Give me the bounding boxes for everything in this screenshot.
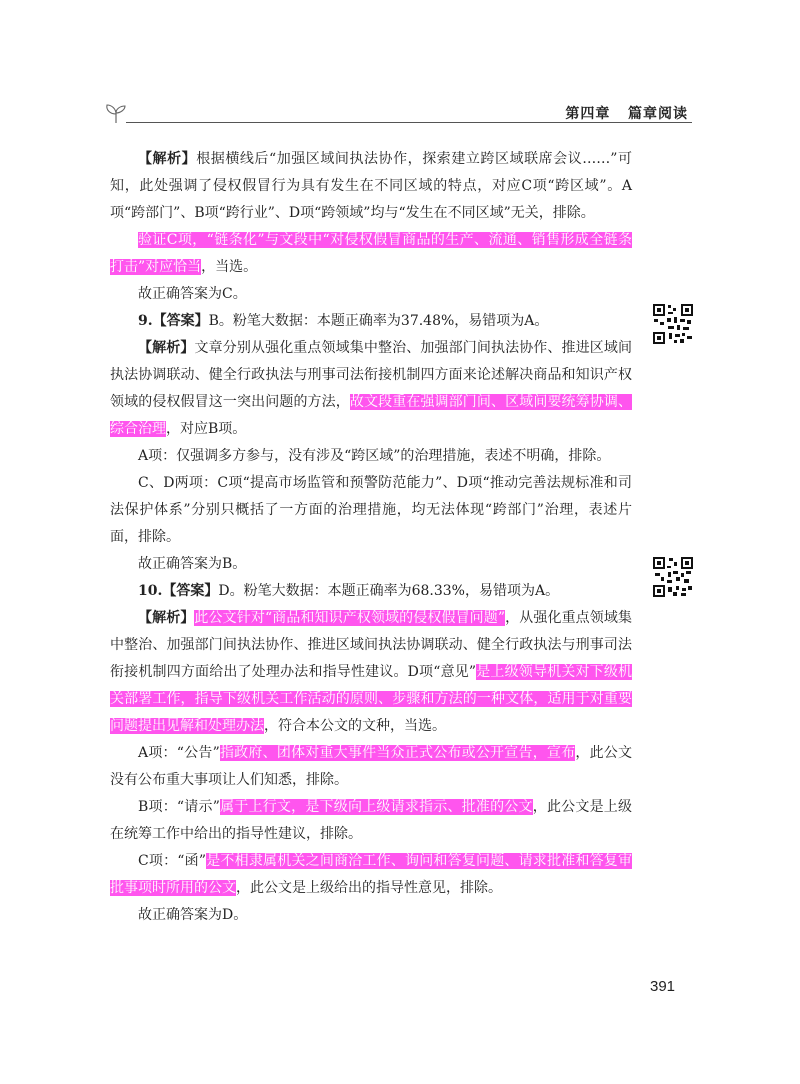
highlighted-text: 是上级领导机关对下级机关部署工作，指导下级机关工作活动的原则、步骤和方法的一种文体，适用于对重要问题提出见解和处理办法	[110, 664, 632, 734]
qr-code-icon[interactable]	[652, 556, 694, 598]
sprout-icon	[104, 102, 128, 124]
paragraph	[110, 848, 632, 902]
text-run: 故正确答案为B。	[138, 556, 247, 572]
text-run: ，当选。	[201, 259, 258, 275]
text-run: ，符合本公文的文种，当选。	[264, 718, 446, 734]
qr-code-icon[interactable]	[652, 303, 694, 345]
paragraph	[110, 443, 632, 470]
text-run: A项：仅强调多方参与，没有涉及“跨区域”的治理措施，表述不明确，排除。	[138, 448, 611, 464]
section-label: 【解析】	[138, 610, 195, 626]
paragraph	[110, 551, 632, 578]
text-run: D。粉笔大数据：本题正确率为68.33%，易错项为A。	[218, 583, 560, 599]
chapter-name: 篇章阅读	[628, 106, 688, 122]
text-run: B。粉笔大数据：本题正确率为37.48%，易错项为A。	[208, 313, 549, 329]
text-run: ，对应B项。	[166, 421, 247, 437]
chapter-title	[565, 103, 688, 123]
running-header	[104, 98, 692, 126]
paragraph	[110, 902, 632, 929]
text-run: 文章分别从强化重点领域集中整治、加强部门间执法协作、推进区域间执法协调联动、健全行政执法与刑事司法衔接机制四方面来论述解决商品和知识产权领域的侵权假冒这一突出问题的方法，	[110, 340, 633, 410]
text-run: ，此公文没有公布重大事项让人们知悉，排除。	[110, 745, 633, 788]
paragraph	[110, 281, 632, 308]
paragraph	[110, 146, 632, 227]
highlighted-text: 指政府、团体对重大事件当众正式公布或公开宣告，宣布	[219, 745, 576, 761]
highlighted-text: 验证C项，“链条化”与文段中“对侵权假冒商品的生产、流通、销售形成全链条打击”对应恰当	[110, 232, 632, 275]
chapter-label: 第四章	[565, 106, 611, 122]
text-run: B项：“请示”	[138, 799, 220, 815]
paragraph	[110, 308, 632, 335]
highlighted-text: 属于上行文，是下级向上级请求指示、批准的公文	[219, 799, 533, 815]
answer-explanations	[110, 146, 632, 929]
page-number: 391	[650, 978, 676, 995]
paragraph	[110, 578, 632, 605]
paragraph	[110, 794, 632, 848]
section-label: 【解析】	[138, 151, 197, 167]
text-run: ，此公文是上级给出的指导性意见，排除。	[236, 880, 502, 896]
section-label: 10.【答案】	[138, 583, 219, 599]
text-run: 故正确答案为D。	[138, 907, 248, 923]
text-run: C项：“函”	[138, 853, 207, 869]
highlighted-text: 是不相隶属机关之间商洽工作、询问和答复问题、请求批准和答复审批事项时所用的公文	[110, 853, 633, 896]
paragraph	[110, 470, 632, 551]
paragraph	[110, 227, 632, 281]
text-run: A项：“公告”	[138, 745, 220, 761]
highlighted-text: 故文段重在强调部门间、区域间要统筹协调、综合治理	[110, 394, 633, 437]
text-run: C、D两项：C项“提高市场监管和预警防范能力”、D项“推动完善法规标准和司法保护体系”分别只概括了一方面的治理措施，均无法体现“跨部门”治理，表述片面，排除。	[110, 475, 632, 545]
paragraph	[110, 605, 632, 740]
paragraph	[110, 740, 632, 794]
text-run: 根据横线后“加强区域间执法协作，探索建立跨区域联席会议……”可知，此处强调了侵权假冒行为具有发生在不同区域的特点，对应C项“跨区域”。A项“跨部门”、B项“跨行业”、D项“跨领域”均与“发生在不同区域”无关，排除。	[110, 151, 632, 221]
paragraph	[110, 335, 632, 443]
text-run: ，此公文是上级在统筹工作中给出的指导性建议，排除。	[110, 799, 633, 842]
section-label: 【解析】	[138, 340, 195, 356]
text-run: ，从强化重点领域集中整治、加强部门间执法协作、推进区域间执法协调联动、健全行政执法与刑事司法衔接机制四方面给出了处理办法和指导性建议。D项“意见”	[110, 610, 632, 680]
section-label: 9.【答案】	[138, 313, 209, 329]
text-run: 故正确答案为C。	[138, 286, 247, 302]
highlighted-text: 此公文针对“商品和知识产权领域的侵权假冒问题”	[194, 610, 506, 626]
